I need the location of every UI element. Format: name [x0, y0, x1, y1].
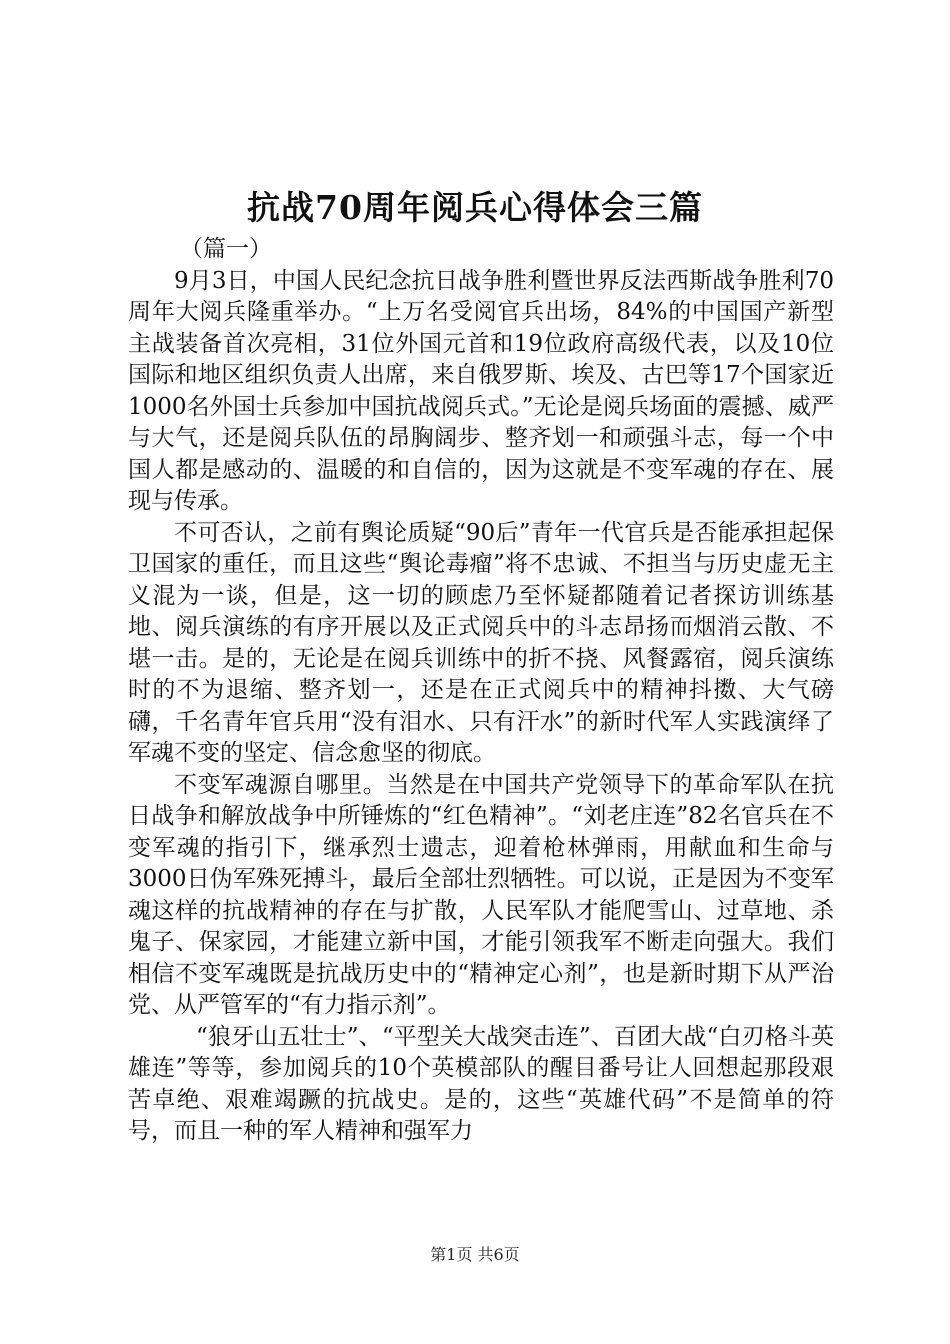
document-body	[128, 234, 834, 1148]
section-label: （篇一）	[180, 236, 272, 262]
paragraph-4: “狼牙山五壮士”、“平型关大战突击连”、百团大战“白刃格斗英雄连”等等，参加阅兵的10个英模部队的醒目番号让人回想起那段艰苦卓绝、艰难竭蹶的抗战史。是的，这些“英雄代码”不是简单的符号，而且一种的军人精神和强军力	[128, 1023, 834, 1144]
document-title: 抗战70周年阅兵心得体会三篇	[247, 188, 703, 227]
page-footer: 第1页 共6页	[430, 1245, 520, 1264]
paragraph-2: 不可否认，之前有舆论质疑“90后”青年一代官兵是否能承担起保卫国家的重任，而且这些“舆论毒瘤”将不忠诚、不担当与历史虚无主义混为一谈，但是，这一切的顾虑乃至怀疑都随着记者探访训练基地、阅兵演练的有序开展以及正式阅兵中的斗志昂扬而烟消云散、不堪一击。是的，无论是在阅兵训练中的折不挠、风餐露宿，阅兵演练时的不为退缩、整齐划一，还是在正式阅兵中的精神抖擞、大气磅礴，千名青年官兵用“没有泪水、只有汗水”的新时代军人实践演绎了军魂不变的坚定、信念愈坚的彻底。	[128, 519, 834, 766]
paragraph-3: 不变军魂源自哪里。当然是在中国共产党领导下的革命军队在抗日战争和解放战争中所锤炼的“红色精神”。“刘老庄连”82名官兵在不变军魂的指引下，继承烈士遗志，迎着枪林弹雨，用献血和生命与3000日伪军殊死搏斗，最后全部壮烈牺牲。可以说，正是因为不变军魂这样的抗战精神的存在与扩散，人民军队才能爬雪山、过草地、杀鬼子、保家园，才能建立新中国，才能引领我军不断走向强大。我们相信不变军魂既是抗战历史中的“精神定心剂”，也是新时期下从严治党、从严管军的“有力指示剂”。	[128, 771, 834, 1018]
paragraph-1: 9月3日，中国人民纪念抗日战争胜利暨世界反法西斯战争胜利70周年大阅兵隆重举办。“上万名受阅官兵出场，84%的中国国产新型主战装备首次亮相，31位外国元首和19位政府高级代表，以及10位国际和地区组织负责人出席，来自俄罗斯、埃及、古巴等17个国家近1000名外国士兵参加中国抗战阅兵式。”无论是阅兵场面的震撼、威严与大气，还是阅兵队伍的昂胸阔步、整齐划一和顽强斗志，每一个中国人都是感动的、温暖的和自信的，因为这就是不变军魂的存在、展现与传承。	[128, 267, 834, 514]
